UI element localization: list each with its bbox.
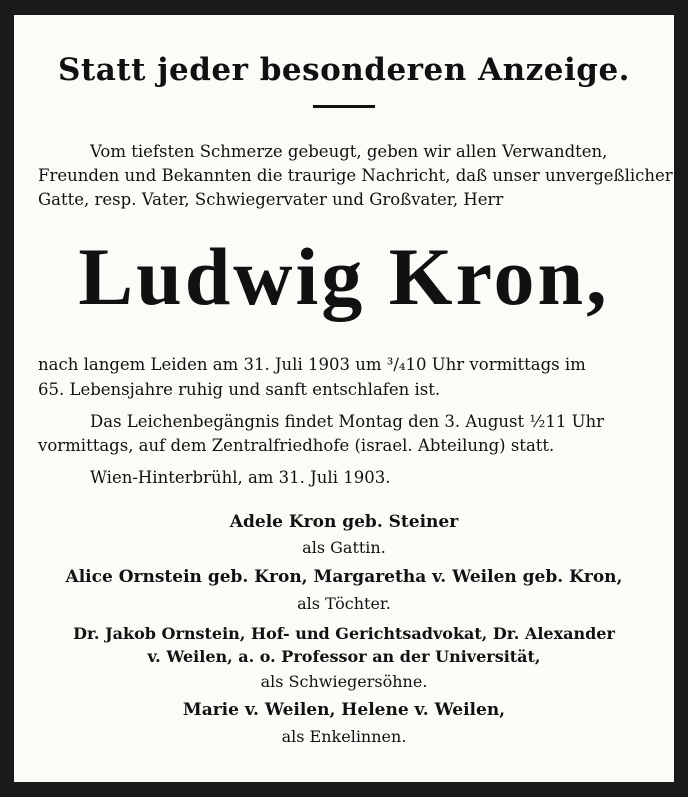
border-bottom xyxy=(0,782,688,797)
sons-in-law-line-2: v. Weilen, a. o. Professor an der Universität, xyxy=(147,647,541,666)
place-and-date: Wien-Hinterbrühl, am 31. Juli 1903. xyxy=(90,468,391,487)
funeral-line-2: vormittags, auf dem Zentralfriedhofe (israel. Abteilung) statt. xyxy=(38,436,555,455)
heading-divider xyxy=(313,105,375,108)
daughters-role: als Töchter. xyxy=(297,594,391,613)
intro-line-2: Freunden und Bekannten die traurige Nachricht, daß unser unvergeßlicher xyxy=(38,166,673,185)
grandchildren-names: Marie v. Weilen, Helene v. Weilen, xyxy=(182,700,506,720)
widow-role: als Gattin. xyxy=(302,538,386,557)
funeral-line-1: Das Leichenbegängnis findet Montag den 3. August ½11 Uhr xyxy=(90,412,605,431)
notice-heading: Statt jeder besonderen Anzeige. xyxy=(58,52,630,88)
sons-in-law-line-1: Dr. Jakob Ornstein, Hof- und Gerichtsadvokat, Dr. Alexander xyxy=(73,624,615,643)
intro-line-1: Vom tiefsten Schmerze gebeugt, geben wir allen Verwandten, xyxy=(90,142,608,161)
daughters-names: Alice Ornstein geb. Kron, Margaretha v. Weilen geb. Kron, xyxy=(65,567,623,587)
intro-line-3: Gatte, resp. Vater, Schwiegervater und Großvater, Herr xyxy=(38,190,504,209)
death-line-1: nach langem Leiden am 31. Juli 1903 um ³/₄10 Uhr vormittags im xyxy=(38,355,586,374)
grandchildren-role: als Enkelinnen. xyxy=(281,727,407,746)
widow-name: Adele Kron geb. Steiner xyxy=(229,512,459,532)
death-line-2: 65. Lebensjahre ruhig und sanft entschlafen ist. xyxy=(38,380,441,399)
deceased-name: Ludwig Kron, xyxy=(78,231,610,322)
border-top xyxy=(0,0,688,15)
sons-in-law-role: als Schwiegersöhne. xyxy=(260,672,428,691)
